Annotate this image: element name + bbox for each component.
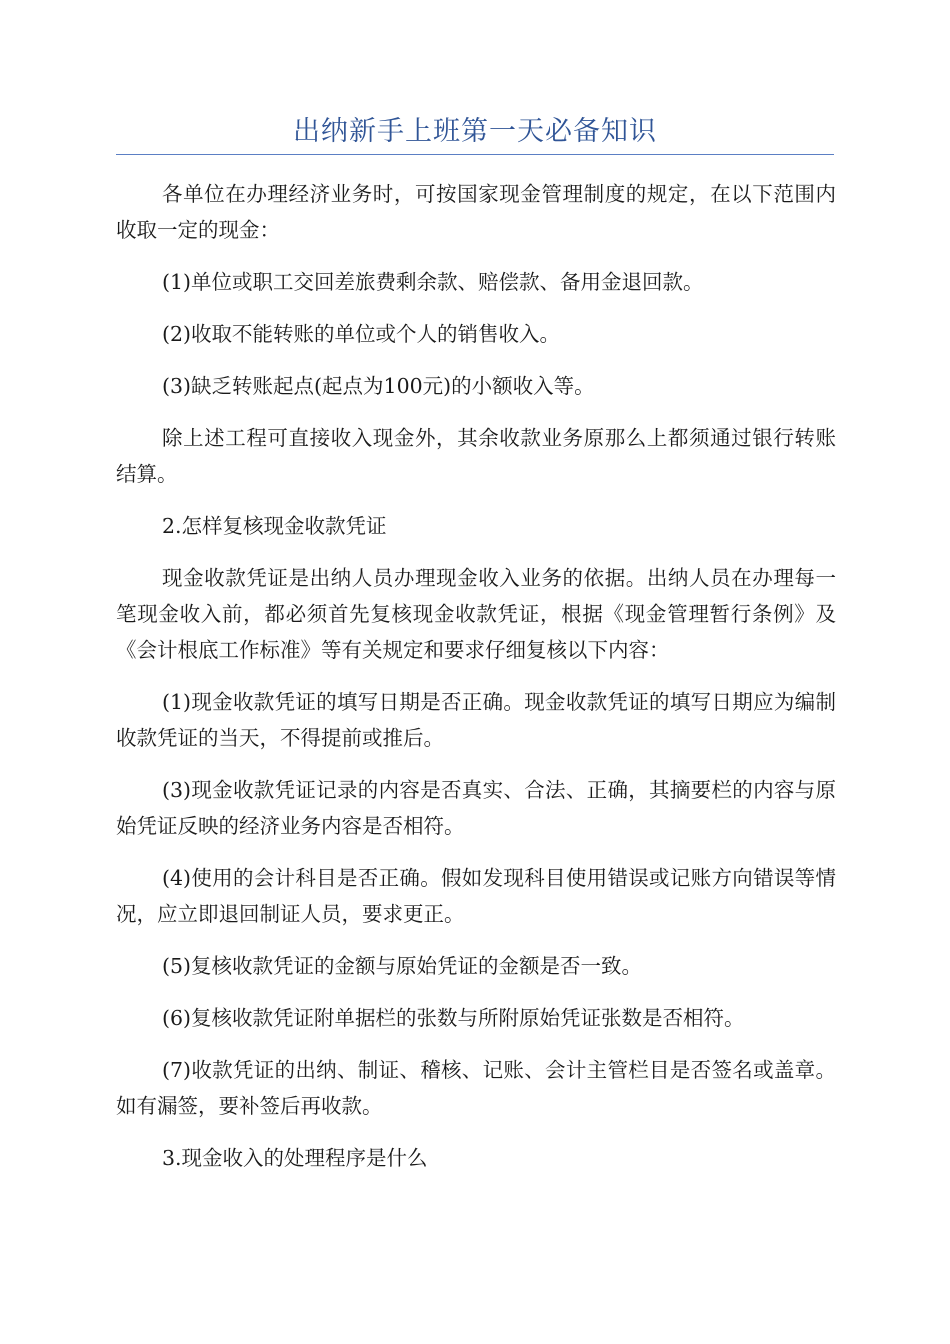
paragraph-intro: 各单位在办理经济业务时，可按国家现金管理制度的规定，在以下范围内收取一定的现金： bbox=[116, 182, 836, 242]
paragraph-check-5: (5)复核收款凭证的金额与原始凭证的金额是否一致。 bbox=[162, 954, 643, 978]
paragraph-item-3: (3)缺乏转账起点(起点为100元)的小额收入等。 bbox=[162, 374, 595, 398]
paragraph-check-7: (7)收款凭证的出纳、制证、稽核、记账、会计主管栏目是否签名或盖章。如有漏签，要补签后再收款。 bbox=[116, 1058, 836, 1118]
section-heading-3: 3.现金收入的处理程序是什么 bbox=[162, 1146, 428, 1170]
paragraph-item-2: (2)收取不能转账的单位或个人的销售收入。 bbox=[162, 322, 561, 346]
section-heading-2: 2.怎样复核现金收款凭证 bbox=[162, 514, 387, 538]
paragraph-check-6: (6)复核收款凭证附单据栏的张数与所附原始凭证张数是否相符。 bbox=[162, 1006, 745, 1030]
paragraph-check-1: (1)现金收款凭证的填写日期是否正确。现金收款凭证的填写日期应为编制收款凭证的当天，不得提前或推后。 bbox=[116, 690, 836, 750]
page-title: 出纳新手上班第一天必备知识 bbox=[293, 116, 657, 147]
paragraph-check-3: (3)现金收款凭证记录的内容是否真实、合法、正确，其摘要栏的内容与原始凭证反映的经济业务内容是否相符。 bbox=[116, 778, 836, 838]
paragraph-voucher-basis: 现金收款凭证是出纳人员办理现金收入业务的依据。出纳人员在办理每一笔现金收入前，都必须首先复核现金收款凭证，根据《现金管理暂行条例》及《会计根底工作标准》等有关规定和要求仔细复核以下内容： bbox=[116, 566, 836, 662]
paragraph-item-1: (1)单位或职工交回差旅费剩余款、赔偿款、备用金退回款。 bbox=[162, 270, 704, 294]
paragraph-check-4: (4)使用的会计科目是否正确。假如发现科目使用错误或记账方向错误等情况，应立即退回制证人员，要求更正。 bbox=[116, 866, 836, 926]
document-body bbox=[116, 176, 836, 1192]
paragraph-bank-transfer: 除上述工程可直接收入现金外，其余收款业务原那么上都须通过银行转账结算。 bbox=[116, 426, 836, 486]
title-underline bbox=[116, 154, 834, 155]
